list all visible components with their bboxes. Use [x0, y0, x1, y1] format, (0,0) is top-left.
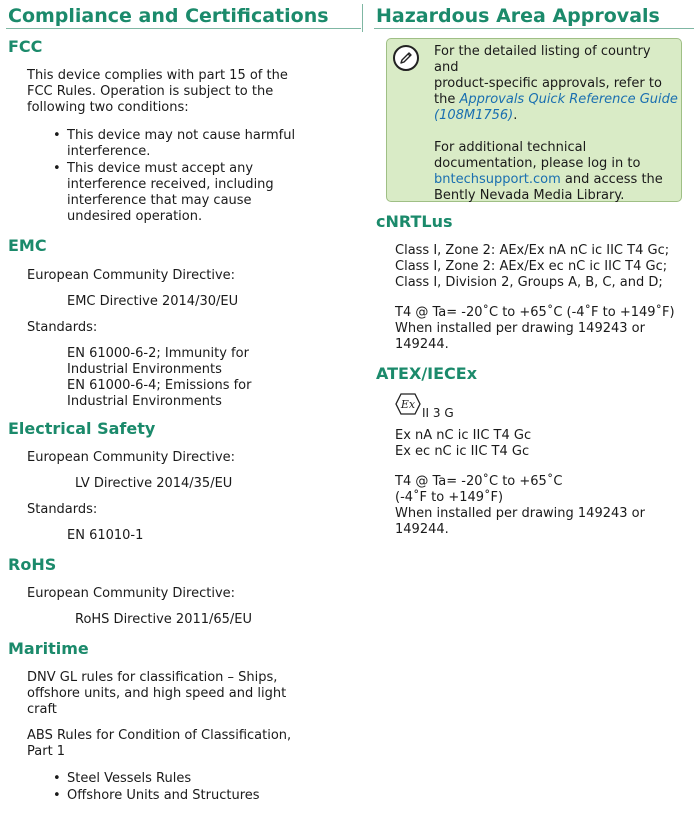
electrical-directive-label: European Community Directive: — [27, 450, 236, 465]
note-line: documentation, please log in to — [434, 156, 641, 171]
atex-temp-line: T4 @ Ta= -20˚C to +65˚C — [395, 474, 563, 489]
rohs-directive: RoHS Directive 2011/65/EU — [75, 612, 253, 627]
left-column — [8, 0, 353, 804]
maritime-dnv — [8, 670, 353, 718]
cnrtlus-line: Class I, Zone 2: AEx/Ex ec nC ic IIC T4 Gc; — [395, 259, 668, 274]
note-line: product-specific approvals, refer to — [434, 76, 662, 91]
electrical-directive: LV Directive 2014/35/EU — [75, 476, 233, 491]
atex-temp-line: When installed per drawing 149243 or — [395, 506, 645, 521]
bntechsupport-link[interactable]: bntechsupport.com — [434, 172, 561, 187]
approvals-guide-link[interactable]: Approvals Quick Reference Guide — [459, 92, 678, 107]
atex-group: II 3 G — [422, 406, 454, 420]
compliance-title: Compliance and Certifications — [8, 5, 329, 27]
maritime-abs — [8, 728, 353, 760]
fcc-intro-line: This device complies with part 15 of the — [27, 68, 288, 83]
fcc-intro — [8, 68, 353, 116]
cnrtlus-temperature — [395, 305, 692, 353]
list-item: • This device must accept any interference received, including interference that may cause undesired operation. — [67, 161, 353, 225]
emc-standard-line: EN 61000-6-2; Immunity for — [67, 346, 249, 361]
note-box — [386, 38, 682, 202]
hazardous-approvals-title: Hazardous Area Approvals — [376, 5, 660, 27]
maritime-abs-line: ABS Rules for Condition of Classification, — [27, 728, 292, 743]
fcc-conditions-list — [8, 128, 353, 225]
pencil-icon — [393, 45, 419, 71]
note-text — [434, 44, 679, 204]
emc-heading: EMC — [8, 236, 47, 255]
rohs-directive-label: European Community Directive: — [27, 586, 236, 601]
note-line: (108M1756). — [434, 108, 518, 123]
emc-standard-line: EN 61000-6-4; Emissions for — [67, 378, 252, 393]
cnrtlus-classes — [395, 243, 692, 291]
cnrtlus-temp-line: When installed per drawing 149243 or — [395, 321, 645, 336]
maritime-dnv-line: offshore units, and high speed and light — [27, 686, 287, 701]
cnrtlus-line: Class I, Zone 2: AEx/Ex nA nC ic IIC T4 Gc; — [395, 243, 670, 258]
atex-codes — [395, 428, 692, 460]
approvals-guide-number-link[interactable]: (108M1756) — [434, 108, 514, 123]
note-line: the Approvals Quick Reference Guide — [434, 92, 678, 107]
emc-directive-label: European Community Directive: — [27, 268, 236, 283]
rohs-heading: RoHS — [8, 555, 57, 574]
right-column — [376, 0, 692, 537]
electrical-standards-label: Standards: — [27, 502, 98, 517]
emc-standards — [67, 346, 353, 410]
list-item: • Offshore Units and Structures — [67, 788, 353, 804]
maritime-dnv-line: DNV GL rules for classification – Ships, — [27, 670, 278, 685]
atex-temp-line: 149244. — [395, 522, 449, 537]
cnrtlus-line: Class I, Division 2, Groups A, B, C, and D; — [395, 275, 663, 290]
emc-standards-label: Standards: — [27, 320, 98, 335]
atex-temp-line: (-4˚F to +149˚F) — [395, 490, 504, 505]
column-divider — [362, 4, 363, 32]
atex-code-line: Ex nA nC ic IIC T4 Gc — [395, 428, 532, 443]
fcc-heading: FCC — [8, 37, 43, 56]
ex-symbol-text: Ex — [400, 398, 416, 411]
cnrtlus-temp-line: T4 @ Ta= -20˚C to +65˚C (-4˚F to +149˚F) — [395, 305, 675, 320]
note-line: For additional technical — [434, 140, 587, 155]
cnrtlus-section — [376, 212, 692, 538]
list-item: • Steel Vessels Rules — [67, 771, 353, 787]
atex-temperature — [395, 474, 692, 538]
atex-marking — [395, 396, 692, 420]
note-line: Bently Nevada Media Library. — [434, 188, 625, 203]
note-line: bntechsupport.com and access the — [434, 172, 663, 187]
maritime-rules-list — [8, 771, 353, 804]
atex-iecex-heading: ATEX/IECEx — [376, 364, 478, 383]
maritime-dnv-line: craft — [27, 702, 57, 717]
fcc-intro-line: following two conditions: — [27, 100, 189, 115]
electrical-safety-heading: Electrical Safety — [8, 419, 156, 438]
emc-directive: EMC Directive 2014/30/EU — [67, 294, 239, 309]
note-line: For the detailed listing of country and — [434, 44, 651, 75]
atex-code-line: Ex ec nC ic IIC T4 Gc — [395, 444, 530, 459]
title-rule-right — [374, 28, 694, 29]
fcc-intro-line: FCC Rules. Operation is subject to the — [27, 84, 274, 99]
maritime-heading: Maritime — [8, 639, 89, 658]
cnrtlus-heading: cNRTLus — [376, 212, 453, 231]
ex-hexagon-icon — [395, 393, 421, 420]
maritime-abs-line: Part 1 — [27, 744, 66, 759]
emc-standard-line: Industrial Environments — [67, 394, 222, 409]
electrical-standard: EN 61010-1 — [67, 528, 144, 543]
list-item: • This device may not cause harmful interference. — [67, 128, 353, 160]
cnrtlus-temp-line: 149244. — [395, 337, 449, 352]
emc-standard-line: Industrial Environments — [67, 362, 222, 377]
